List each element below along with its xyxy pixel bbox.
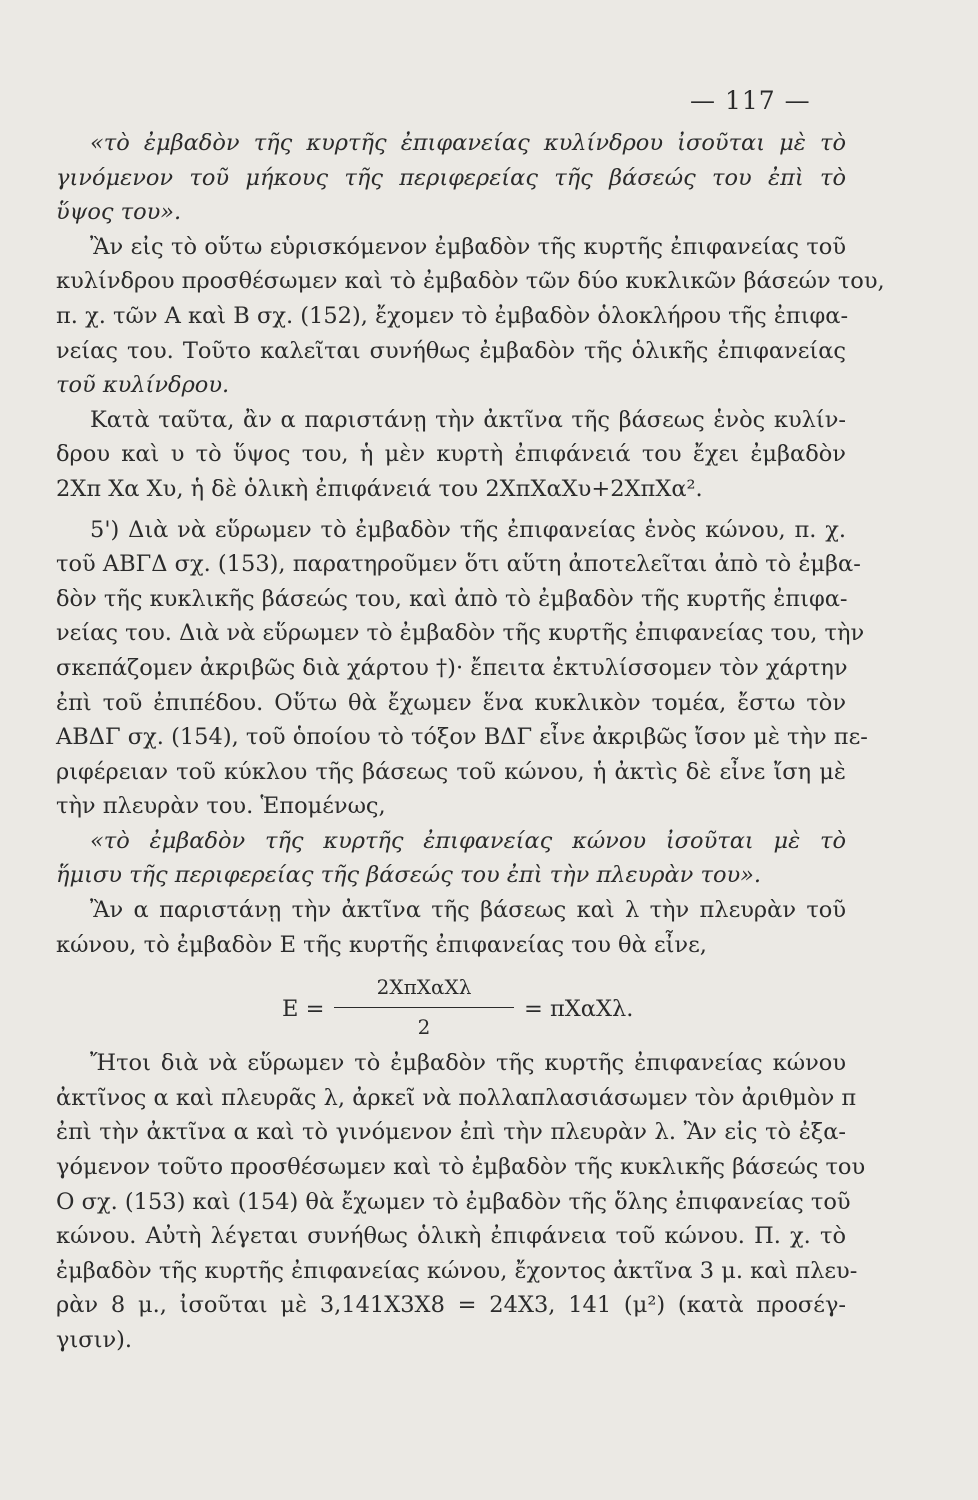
text-line: κυλίνδρου προσθέσωμεν καὶ τὸ ἐμβαδὸν τῶν δύο κυκλικῶν βάσεών του, bbox=[56, 268, 885, 295]
text-line: «τὸ ἐμβαδὸν τῆς κυρτῆς ἐπιφανείας κώνου ἰσοῦται μὲ τὸ bbox=[90, 827, 846, 854]
formula-denominator: 2 bbox=[417, 1014, 431, 1039]
text-line: ἀκτῖνος α καὶ πλευρᾶς λ, ἀρκεῖ νὰ πολλαπλασιάσωμεν τὸν ἀριθμὸν π bbox=[56, 1084, 857, 1111]
text-line: Ἤτοι διὰ νὰ εὕρωμεν τὸ ἐμβαδὸν τῆς κυρτῆς ἐπιφανείας κώνου bbox=[90, 1050, 846, 1077]
text-line: Κατὰ ταῦτα, ἂν α παριστάνῃ τὴν ἀκτῖνα τῆς βάσεως ἑνὸς κυλίν- bbox=[90, 406, 846, 433]
text-line: νείας του. Τοῦτο καλεῖται συνήθως ἐμβαδὸν τῆς ὁλικῆς ἐπιφανείας bbox=[56, 337, 846, 364]
text-line: ἐπὶ τὴν ἀκτῖνα α καὶ τὸ γινόμενον ἐπὶ τὴν πλευρὰν λ. Ἂν εἰς τὸ ἐξα- bbox=[56, 1119, 846, 1146]
text-line: κώνου. Αὐτὴ λέγεται συνήθως ὁλικὴ ἐπιφάνεια τοῦ κώνου. Π. χ. τὸ bbox=[56, 1223, 846, 1250]
text-line: σκεπάζομεν ἀκριβῶς διὰ χάρτου †)· ἔπειτα ἐκτυλίσσομεν τὸν χάρτην bbox=[56, 654, 848, 681]
text-line: νείας του. Διὰ νὰ εὕρωμεν τὸ ἐμβαδὸν τῆς κυρτῆς ἐπιφανείας του, τὴν bbox=[56, 620, 865, 647]
text-line: ΑΒΔΓ σχ. (154), τοῦ ὁποίου τὸ τόξον ΒΔΓ εἶνε ἀκριβῶς ἴσον μὲ τὴν πε- bbox=[56, 724, 868, 751]
body-text bbox=[56, 126, 885, 1358]
formula-fraction bbox=[334, 970, 514, 1044]
text-line: ὕψος του». bbox=[56, 199, 182, 226]
text-line: ἥμισυ τῆς περιφερείας τῆς βάσεώς του ἐπὶ τὴν πλευρὰν του». bbox=[56, 862, 762, 889]
text-line: δρου καὶ υ τὸ ὕψος του, ἡ μὲν κυρτὴ ἐπιφάνειά του ἔχει ἐμβαδὸν bbox=[56, 441, 846, 468]
text-line: ρὰν 8 μ., ἰσοῦται μὲ 3,141X3X8 = 24X3, 141 (μ²) (κατὰ προσέγ- bbox=[56, 1292, 846, 1319]
text-line: τοῦ ΑΒΓΔ σχ. (153), παρατηροῦμεν ὅτι αὕτη ἀποτελεῖται ἀπὸ τὸ ἐμβα- bbox=[56, 551, 861, 578]
text-line: ἐμβαδὸν τῆς κυρτῆς ἐπιφανείας κώνου, ἔχοντος ἀκτῖνα 3 μ. καὶ πλευ- bbox=[56, 1257, 858, 1284]
text-line: τοῦ κυλίνδρου. bbox=[56, 372, 230, 399]
text-line: Ἂν εἰς τὸ οὕτω εὑρισκόμενον ἐμβαδὸν τῆς κυρτῆς ἐπιφανείας τοῦ bbox=[90, 233, 846, 260]
page-number: — 117 — bbox=[690, 86, 811, 115]
text-line: Ἂν α παριστάνῃ τὴν ἀκτῖνα τῆς βάσεως καὶ λ τὴν πλευρὰν τοῦ bbox=[90, 897, 846, 924]
text-line: 2Xπ Xα Xυ, ἡ δὲ ὁλικὴ ἐπιφάνειά του 2XπXαXυ+2XπXα². bbox=[56, 475, 703, 502]
text-line: γισιν). bbox=[56, 1327, 133, 1353]
text-line: Ο σχ. (153) καὶ (154) θὰ ἔχωμεν τὸ ἐμβαδὸν τῆς ὅλης ἐπιφανείας τοῦ bbox=[56, 1188, 851, 1215]
text-line: «τὸ ἐμβαδὸν τῆς κυρτῆς ἐπιφανείας κυλίνδρου ἰσοῦται μὲ τὸ bbox=[90, 130, 846, 156]
text-line: γόμενον τοῦτο προσθέσωμεν καὶ τὸ ἐμβαδὸν τῆς κυκλικῆς βάσεώς του bbox=[56, 1154, 866, 1181]
text-line: ριφέρειαν τοῦ κύκλου τῆς βάσεως τοῦ κώνου, ἡ ἀκτὶς δὲ εἶνε ἴση μὲ bbox=[56, 758, 846, 785]
area-formula bbox=[56, 966, 846, 1040]
text-line: τὴν πλευρὰν του. Ἑπομένως, bbox=[56, 793, 386, 820]
text-line: ἐπὶ τοῦ ἐπιπέδου. Οὕτω θὰ ἔχωμεν ἕνα κυκλικὸν τομέα, ἔστω τὸν bbox=[56, 689, 846, 716]
text-line: π. χ. τῶν Α καὶ Β σχ. (152), ἔχομεν τὸ ἐμβαδὸν ὁλοκλήρου τῆς ἐπιφα- bbox=[56, 302, 849, 329]
formula-numerator: 2XπXαXλ bbox=[334, 970, 514, 1008]
text-line: γινόμενον τοῦ μήκους τῆς περιφερείας τῆς βάσεώς του ἐπὶ τὸ bbox=[56, 164, 846, 191]
text-line: κώνου, τὸ ἐμβαδὸν Ε τῆς κυρτῆς ἐπιφανείας του θὰ εἶνε, bbox=[56, 931, 707, 958]
formula-rhs: = πXαXλ. bbox=[524, 996, 634, 1023]
formula-lhs: Ε = bbox=[282, 996, 325, 1023]
text-line: δὸν τῆς κυκλικῆς βάσεώς του, καὶ ἀπὸ τὸ ἐμβαδὸν τῆς κυρτῆς ἐπιφα- bbox=[56, 585, 848, 612]
text-line: 5') Διὰ νὰ εὕρωμεν τὸ ἐμβαδὸν τῆς ἐπιφανείας ἑνὸς κώνου, π. χ. bbox=[90, 516, 846, 543]
